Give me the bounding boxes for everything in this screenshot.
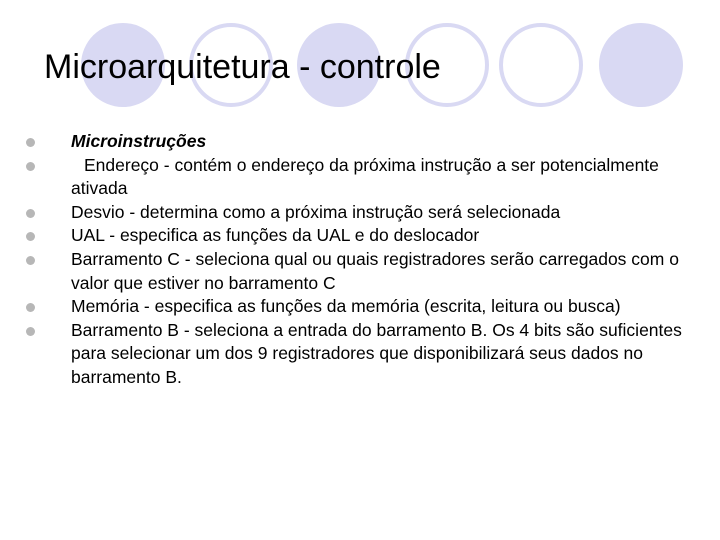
bullet-item bbox=[26, 295, 686, 319]
bullet-text: Barramento B - seleciona a entrada do barramento B. Os 4 bits são suficientes para selecionar um dos 9 registradores que disponibilizará seus dados no barramento B. bbox=[71, 319, 682, 387]
bullet-text: Microinstruções bbox=[71, 131, 207, 151]
bullet-item bbox=[26, 248, 686, 295]
circle-filled-3 bbox=[599, 23, 683, 107]
bullet-text: Barramento C - seleciona qual ou quais registradores serão carregados com o valor que estiver no barramento C bbox=[71, 248, 679, 293]
bullet-dot-icon bbox=[26, 232, 35, 241]
bullet-dot-icon bbox=[26, 209, 35, 218]
bullet-item bbox=[26, 154, 686, 201]
bullet-dot-icon bbox=[26, 303, 35, 312]
bullet-dot-icon bbox=[26, 162, 35, 171]
bullet-text: UAL - especifica as funções da UAL e do deslocador bbox=[71, 225, 480, 246]
bullet-list bbox=[26, 130, 686, 390]
bullet-dot-icon bbox=[26, 138, 35, 147]
bullet-text: Endereço - contém o endereço da próxima instrução a ser potencialmente ativada bbox=[71, 154, 659, 199]
bullet-item bbox=[26, 201, 686, 225]
bullet-item bbox=[26, 130, 686, 154]
bullet-dot-icon bbox=[26, 256, 35, 265]
circle-outline-3 bbox=[501, 25, 581, 105]
bullet-text: Desvio - determina como a próxima instrução será selecionada bbox=[71, 201, 561, 222]
bullet-dot-icon bbox=[26, 327, 35, 336]
bullet-item bbox=[26, 224, 686, 248]
slide-title: Microarquitetura - controle bbox=[44, 48, 441, 86]
bullet-text: Memória - especifica as funções da memória (escrita, leitura ou busca) bbox=[71, 296, 621, 317]
bullet-item bbox=[26, 319, 686, 390]
